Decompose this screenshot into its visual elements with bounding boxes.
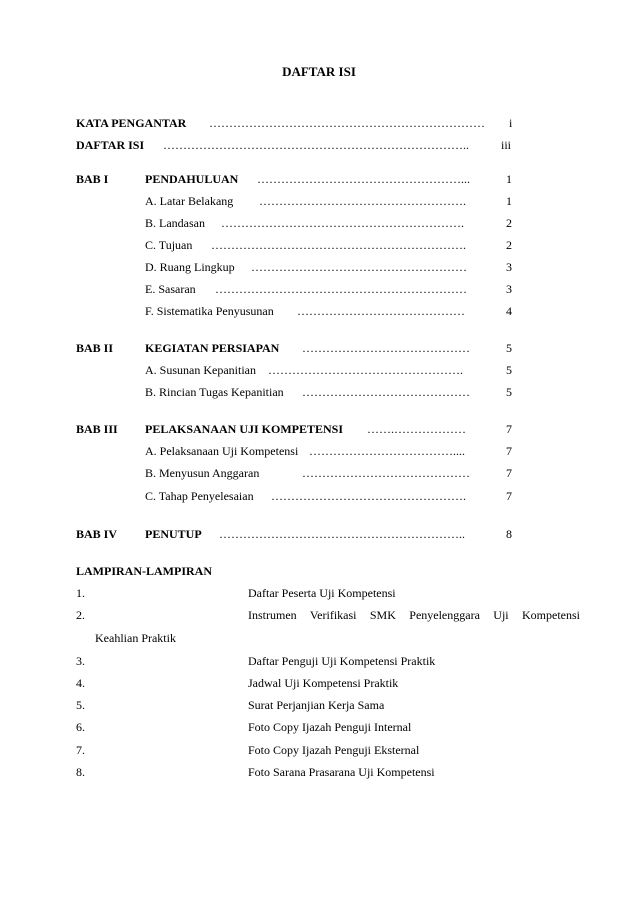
appendix-number: 3. <box>76 654 85 668</box>
section-title: E. Sasaran <box>145 282 196 296</box>
toc-dots: ………………………………………………………………….. <box>163 138 469 152</box>
section-title: B. Landasan <box>145 216 205 230</box>
toc-dots: …………………………………………. <box>268 363 463 377</box>
appendix-item: Surat Perjanjian Kerja Sama <box>248 698 385 712</box>
toc-page-number: 2 <box>506 238 512 252</box>
appendix-heading: LAMPIRAN-LAMPIRAN <box>76 564 212 578</box>
toc-page-number: 5 <box>506 385 512 399</box>
toc-dots: ……………………………………………………. <box>221 216 464 230</box>
appendix-item: Daftar Peserta Uji Kompetensi <box>248 586 396 600</box>
toc-dots: ………………………………………………………. <box>211 238 466 252</box>
section-title: B. Rincian Tugas Kepanitian <box>145 385 284 399</box>
toc-page-number: 3 <box>506 260 512 274</box>
toc-dots: ……………………………………………… <box>251 260 467 274</box>
toc-page-number: 2 <box>506 216 512 230</box>
chapter-title: PENDAHULUAN <box>145 172 239 186</box>
chapter-title: PELAKSANAAN UJI KOMPETENSI <box>145 422 344 436</box>
toc-dots: ……………………………………………... <box>257 172 470 186</box>
section-title: D. Ruang Lingkup <box>145 260 235 274</box>
toc-dots: …………………………………… <box>302 341 470 355</box>
chapter-number: BAB IV <box>76 527 118 541</box>
toc-dots: …………………………………… <box>302 385 470 399</box>
toc-page-number: 1 <box>506 172 512 186</box>
appendix-item: Instrumen Verifikasi SMK Penyelenggara Uji Kompetensi <box>248 608 580 622</box>
toc-page-number: iii <box>501 138 512 152</box>
chapter-number: BAB II <box>76 341 114 355</box>
toc-page-number: 7 <box>506 422 512 436</box>
toc-label-daftar-isi: DAFTAR ISI <box>76 138 145 152</box>
toc-dots: …….……………… <box>367 422 466 436</box>
chapter-title: KEGIATAN PERSIAPAN <box>145 341 280 355</box>
toc-dots: ……………………………………………………… <box>215 282 467 296</box>
appendix-number: 5. <box>76 698 85 712</box>
appendix-item: Foto Copy Ijazah Penguji Internal <box>248 720 412 734</box>
section-title: A. Latar Belakang <box>145 194 234 208</box>
toc-page-number: 7 <box>506 489 512 503</box>
chapter-number: BAB I <box>76 172 109 186</box>
section-title: C. Tujuan <box>145 238 193 252</box>
chapter-title: PENUTUP <box>145 527 202 541</box>
section-title: A. Susunan Kepanitian <box>145 363 256 377</box>
toc-dots: …………………………………………………………… <box>209 116 485 130</box>
appendix-item: Foto Copy Ijazah Penguji Eksternal <box>248 743 420 757</box>
appendix-item: Daftar Penguji Uji Kompetensi Praktik <box>248 654 436 668</box>
section-title: B. Menyusun Anggaran <box>145 466 260 480</box>
page-title: DAFTAR ISI <box>282 64 356 79</box>
section-title: C. Tahap Penyelesaian <box>145 489 254 503</box>
toc-page-number: 7 <box>506 444 512 458</box>
appendix-item-continuation: Keahlian Praktik <box>95 631 176 645</box>
appendix-number: 2. <box>76 608 85 622</box>
toc-dots: …………………………………… <box>297 304 465 318</box>
appendix-number: 1. <box>76 586 85 600</box>
toc-page-number: 5 <box>506 363 512 377</box>
toc-page-number: i <box>509 116 513 130</box>
toc-page-number: 4 <box>506 304 512 318</box>
toc-label-kata-pengantar: KATA PENGANTAR <box>76 116 187 130</box>
toc-dots: ……………………………….... <box>309 444 465 458</box>
chapter-number: BAB III <box>76 422 118 436</box>
toc-dots: ……………………………………………. <box>259 194 466 208</box>
toc-page-number: 5 <box>506 341 512 355</box>
section-title: A. Pelaksanaan Uji Kompetensi <box>145 444 299 458</box>
appendix-number: 7. <box>76 743 85 757</box>
appendix-item: Jadwal Uji Kompetensi Praktik <box>248 676 399 690</box>
toc-page-number: 8 <box>506 527 512 541</box>
toc-dots: …………………………………………. <box>271 489 466 503</box>
appendix-number: 8. <box>76 765 85 779</box>
toc-page-number: 3 <box>506 282 512 296</box>
appendix-item: Foto Sarana Prasarana Uji Kompetensi <box>248 765 435 779</box>
toc-page-number: 1 <box>506 194 512 208</box>
appendix-number: 6. <box>76 720 85 734</box>
toc-dots: …………………………………… <box>302 466 470 480</box>
toc-page-number: 7 <box>506 466 512 480</box>
section-title: F. Sistematika Penyusunan <box>145 304 274 318</box>
appendix-number: 4. <box>76 676 85 690</box>
toc-dots: …………………………………………………….. <box>219 527 465 541</box>
